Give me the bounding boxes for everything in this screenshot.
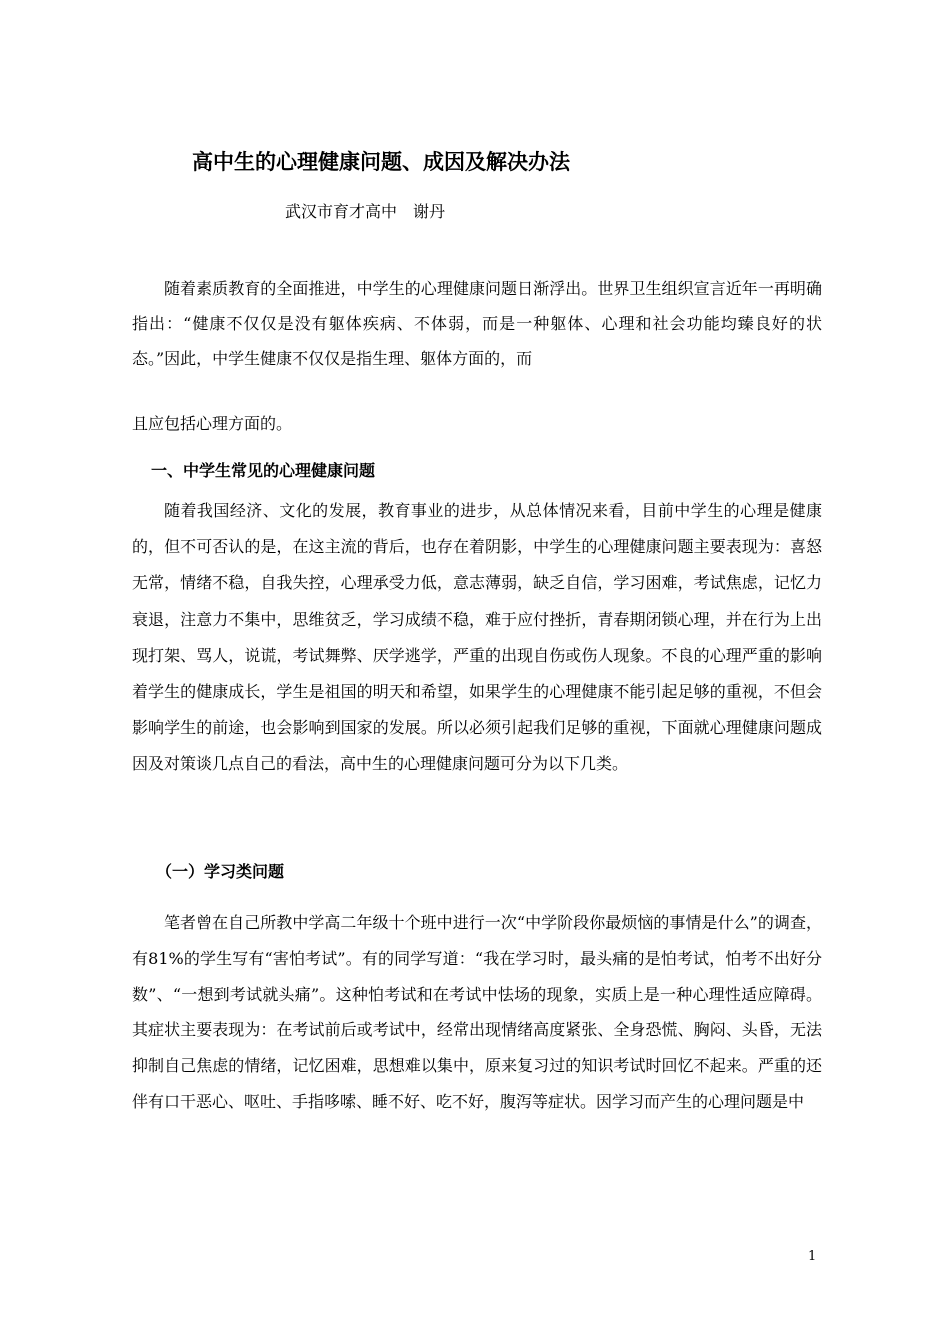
author-line: 武汉市育才高中 谢丹	[285, 202, 446, 221]
section-1-paragraph: 随着我国经济、文化的发展，教育事业的进步，从总体情况来看，目前中学生的心理是健康的，但不可否认的是，在这主流的背后，也存在着阴影，中学生的心理健康问题主要表现为：喜怒无常，情绪不稳，自我失控，心理承受力低，意志薄弱，缺乏自信，学习困难，考试焦虑，记忆力衰退，注意力不集中，思维贫乏，学习成绩不稳，难于应付挫折，青春期闭锁心理，并在行为上出现打架、骂人，说谎，考试舞弊、厌学逃学，严重的出现自伤或伤人现象。不良的心理严重的影响着学生的健康成长，学生是祖国的明天和希望，如果学生的心理健康不能引起足够的重视，不但会影响学生的前途，也会影响到国家的发展。所以必须引起我们足够的重视，下面就心理健康问题成因及对策谈几点自己的看法，高中生的心理健康问题可分为以下几类。	[132, 501, 822, 774]
subsection-learning-paragraph: 笔者曾在自己所教中学高二年级十个班中进行一次“中学阶段你最烦恼的事情是什么”的调查，有81%的学生写有“害怕考试”。有的同学写道：“我在学习时，最头痛的是怕考试，怕考不出好分数”、“一想到考试就头痛”。这种怕考试和在考试中怯场的现象，实质上是一种心理性适应障碍。其症状主要表现为：在考试前后或考试中，经常出现情绪高度紧张、全身恐慌、胸闷、头昏，无法抑制自己焦虑的情绪，记忆困难，思想难以集中，原来复习过的知识考试时回忆不起来。严重的还伴有口干恶心、呕吐、手指哆嗦、睡不好、吃不好，腹泻等症状。因学习而产生的心理问题是中	[132, 913, 822, 1111]
page-number: 1	[808, 1249, 817, 1264]
intro-paragraph: 随着素质教育的全面推进，中学生的心理健康问题日渐浮出。世界卫生组织宣言近年一再明确指出：“健康不仅仅是没有躯体疾病、不体弱，而是一种躯体、心理和社会功能均臻良好的状态。”因此，中学生健康不仅仅是指生理、躯体方面的，而	[132, 279, 822, 368]
section-heading-1: 一、中学生常见的心理健康问题	[151, 461, 376, 480]
intro-paragraph-continued: 且应包括心理方面的。	[132, 414, 293, 433]
document-title: 高中生的心理健康问题、成因及解决办法	[192, 149, 570, 174]
subsection-heading-learning: （一）学习类问题	[156, 862, 285, 881]
